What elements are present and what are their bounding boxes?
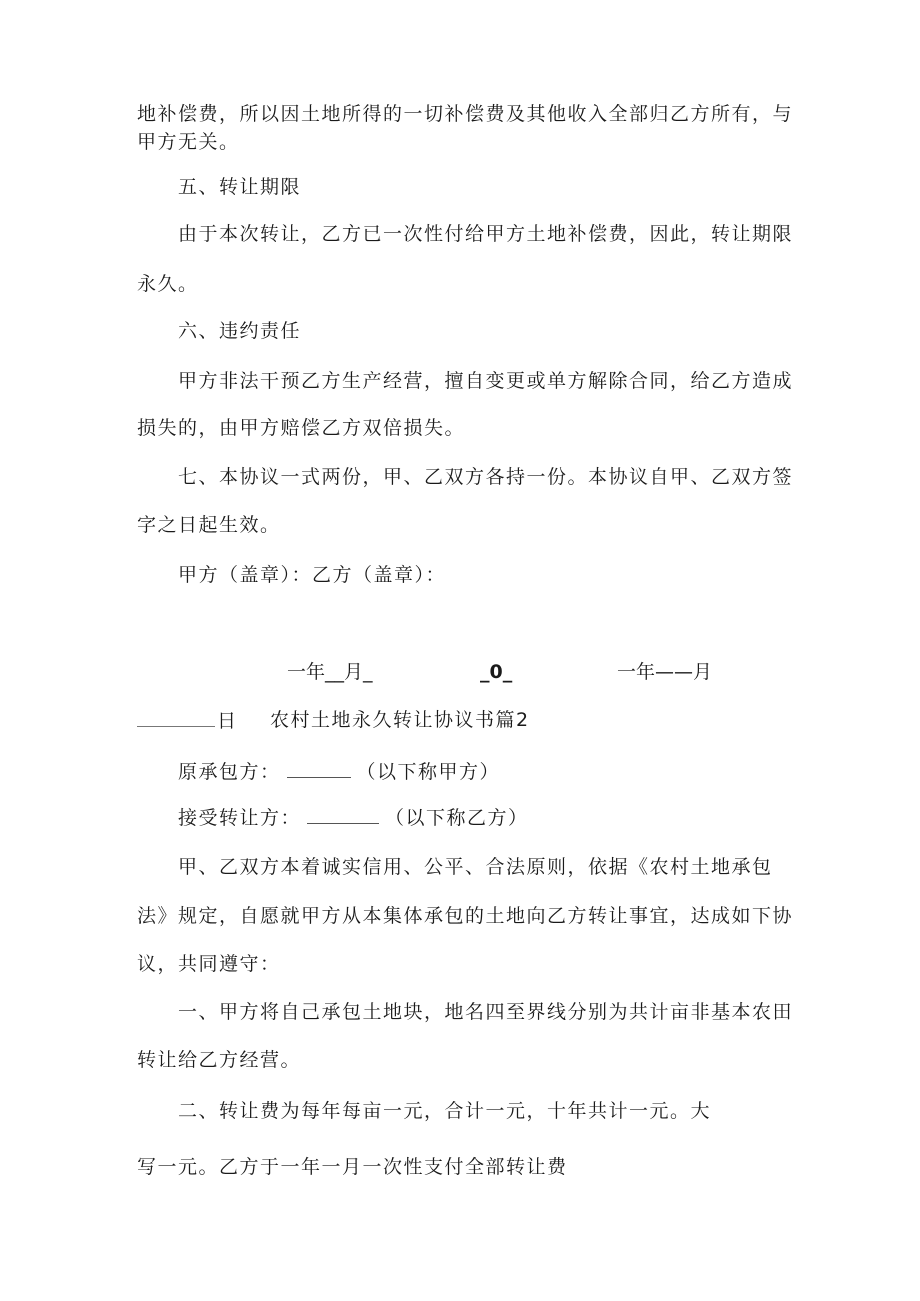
paragraph-line: 一、甲方将自己承包土地块，地名四至界线分别为共计亩非基本农田: [178, 1001, 794, 1023]
original-party-line: [178, 760, 500, 784]
transferee-party-blank: [307, 807, 379, 824]
original-party-blank: [287, 761, 351, 778]
paragraph-line: 地补偿费，所以因土地所得的一切补偿费及其他收入全部归乙方所有，与: [137, 103, 794, 125]
paragraph-line: 字之日起生效。: [137, 514, 281, 536]
signature-line: 甲方（盖章）：乙方（盖章）：: [178, 564, 447, 586]
transferee-party-suffix: （以下称乙方）: [385, 807, 529, 829]
original-party-suffix: （以下称甲方）: [356, 761, 501, 783]
date-middle: _0_: [480, 661, 513, 683]
day-blank: [137, 708, 215, 727]
date-right: 一年——月: [617, 661, 713, 683]
day-label: 日: [217, 710, 238, 732]
date-left: 一年__月_: [287, 661, 373, 683]
paragraph-line: 议，共同遵守：: [137, 953, 281, 975]
section-heading: 六、违约责任: [178, 320, 302, 342]
transferee-party-label: 接受转让方：: [178, 807, 302, 829]
paragraph-line: 法》规定，自愿就甲方从本集体承包的土地向乙方转让事宜，达成如下协: [137, 905, 794, 927]
paragraph-line: 二、转让费为每年每亩一元，合计一元，十年共计一元。大: [178, 1100, 712, 1122]
paragraph-line: 由于本次转让，乙方已一次性付给甲方土地补偿费，因此，转让期限: [178, 223, 794, 245]
date-line: [0, 660, 920, 688]
section-title: 农村土地永久转让协议书篇2: [270, 709, 530, 731]
day-field: [137, 708, 238, 733]
paragraph-line: 写一元。乙方于一年一月一次性支付全部转让费: [137, 1156, 568, 1178]
paragraph-line: 七、本协议一式两份，甲、乙双方各持一份。本协议自甲、乙双方签: [178, 466, 794, 488]
paragraph-line: 甲、乙双方本着诚实信用、公平、合法原则，依据《农村土地承包: [178, 856, 773, 878]
original-party-label: 原承包方：: [178, 761, 281, 783]
paragraph-line: 损失的，由甲方赔偿乙方双倍损失。: [137, 417, 466, 439]
day-title-line: [0, 708, 920, 736]
transferee-party-line: [178, 806, 529, 830]
paragraph-line: 转让给乙方经营。: [137, 1049, 302, 1071]
paragraph-line: 甲方非法干预乙方生产经营，擅自变更或单方解除合同，给乙方造成: [178, 370, 794, 392]
section-heading: 五、转让期限: [178, 176, 302, 198]
paragraph-line: 甲方无关。: [137, 131, 240, 153]
paragraph-line: 永久。: [137, 273, 199, 295]
